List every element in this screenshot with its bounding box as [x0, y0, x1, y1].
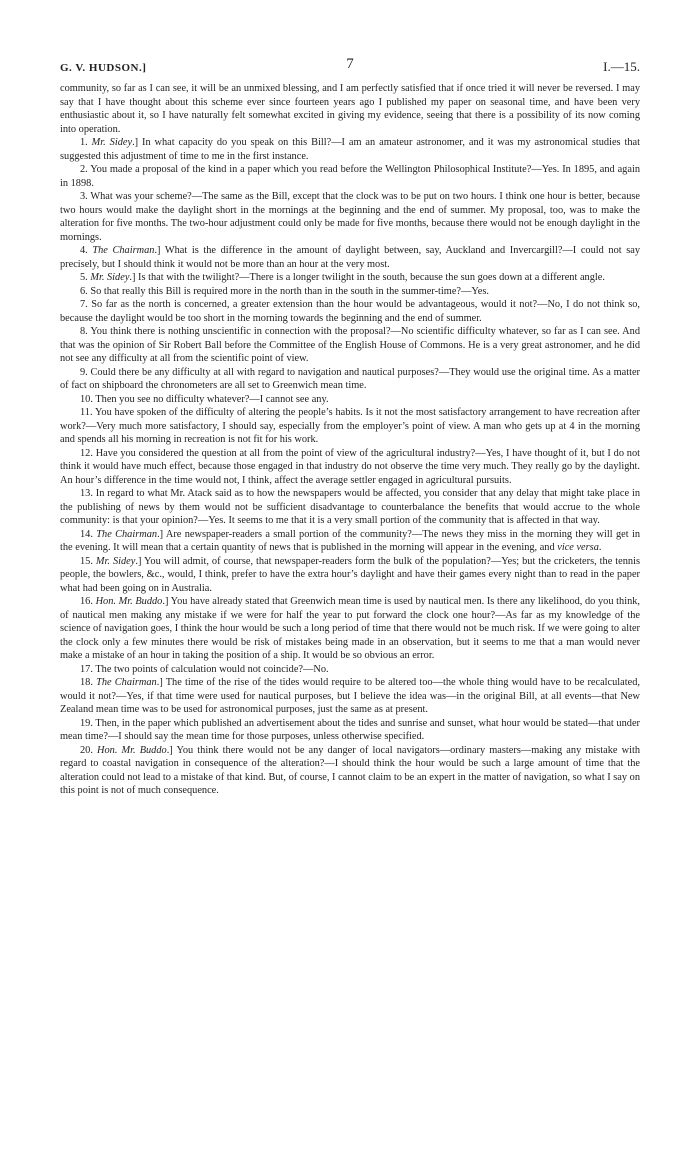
- page-number: 7: [346, 56, 354, 72]
- paragraph: [60, 393, 640, 407]
- paragraph-text: .] In what capacity do you speak on this Bill?—I am an amateur astronomer, and it was my astronomical studies that suggested this adjustment of time to me in the first instance.: [60, 137, 640, 162]
- header-witness-name: G. V. HUDSON.]: [60, 62, 147, 74]
- paragraph-text: 11. You have spoken of the difficulty of altering the people’s habits. Is it not the most satisfactory arrangement to have recreation after work?—Very much more satisfactory, I should say, especially from the employer’s point of view. A man who gets up at 4 in the morning and spends all his morning in recreation is not fit for his work.: [60, 407, 640, 445]
- paragraph-text: 4.: [80, 245, 93, 256]
- paragraph: [60, 163, 640, 190]
- paragraph-text: 2. You made a proposal of the kind in a paper which you read before the Wellington Philosophical Institute?—Yes. In 1895, and again in 1898.: [60, 164, 640, 189]
- paragraph: [60, 190, 640, 244]
- paragraph: [60, 136, 640, 163]
- speaker-name: Mr. Sidey: [90, 272, 130, 283]
- paragraph: [60, 676, 640, 717]
- paragraph-text: 9. Could there be any difficulty at all with regard to navigation and nautical purposes?—They would use the original time. As a matter of fact on shipboard the chronometers are all set to Greenwich mean time.: [60, 366, 640, 391]
- paragraph: [60, 717, 640, 744]
- paragraph-text: 19. Then, in the paper which published an advertisement about the tides and sunrise and sunset, what hour would be stated—that under mean time?—I should say the mean time for those purposes, unless otherwise specified.: [60, 717, 640, 742]
- paper-reference: I.—15.: [603, 59, 640, 74]
- paragraph-text: .] Is that with the twilight?—There is a longer twilight in the south, because the sun goes down at a different angle.: [129, 272, 605, 283]
- paragraph-text: 12. Have you considered the question at all from the point of view of the agricultural industry?—Yes, I have thought of it, but I do not think it would have much effect, because those engaged in that industry do not observe the time very much. They really go by the daylight. An hour’s difference in the time would not, I think, affect the average settler engaged in agricultural pursuits.: [60, 447, 640, 486]
- paragraph-text: .] You have already stated that Greenwich mean time is used by nautical men. Is there any likelihood, do you think, of nautical men making any mistake if we were for half the year to put forward the clock one hour?—As far as my knowledge of the science of navigation goes, I think the hour would be such a long period of time that there would not be much risk. If we were going to alter the clock only a few minutes there would be risk of mistakes being made in an observation, but it seems to me that a man would never make a mistake of an hour in taking the position of a ship. It would be so obvious an error.: [60, 596, 641, 661]
- speaker-name: The Chairman: [92, 245, 155, 256]
- paragraph-text: .] The time of the rise of the tides would require to be altered too—the whole thing would have to be recalculated, would it not?—Yes, if that time were used for nautical purposes, but I believe the idea was—in the original Bill, at all events—that New Zealand mean time was to be used for astronomical purposes, just the same as at present.: [60, 677, 640, 715]
- paragraph-text: 20.: [80, 744, 98, 756]
- paragraph: [60, 285, 640, 299]
- paragraph-text: 5.: [80, 272, 91, 283]
- paragraph: [60, 487, 640, 528]
- paragraph-text: 10. Then you see no difficulty whatever?—I cannot see any.: [80, 393, 329, 405]
- speaker-name: The Chairman: [96, 528, 158, 540]
- paragraph-text: .] What is the difference in the amount of daylight between, say, Auckland and Invercargill?—I could not say precisely, but I should think it would not be more than an hour at the very most.: [60, 245, 641, 270]
- paragraph-text: 15.: [80, 555, 96, 567]
- paragraph: [60, 82, 640, 136]
- paragraph-text: 1.: [80, 137, 92, 148]
- document-page: [60, 58, 640, 798]
- page-header: [60, 58, 640, 82]
- paragraph-text: 14.: [80, 528, 97, 540]
- paragraph-text: 8. You think there is nothing unscientific in connection with the proposal?—No scientific difficulty whatever, so far as I can see. And that was the opinion of Sir Robert Ball before the Committee of the English House of Commons. He is a very great astronomer, and he did not see any difficulty at all from the scientific point of view.: [60, 326, 640, 364]
- paragraph: [60, 271, 640, 285]
- paragraph-text: 13. In regard to what Mr. Atack said as to how the newspapers would be affected, you consider that any delay that might take place in the publishing of news by them would not be sufficient disadvantage to counterbalance the benefits that would accrue to the whole community: is that your opinion?—Yes. It seems to me that it is a very small portion of the community that is affected in that way.: [60, 488, 640, 526]
- paragraph-text: 6. So that really this Bill is required more in the north than in the south in the summer-time?—Yes.: [80, 285, 489, 297]
- paragraph: [60, 528, 640, 555]
- paragraph: [60, 298, 640, 325]
- speaker-name: Mr. Sidey: [91, 137, 133, 148]
- speaker-name: Mr. Sidey: [95, 555, 136, 567]
- speaker-name: The Chairman: [96, 677, 157, 688]
- paragraph-text: .: [598, 542, 602, 553]
- paragraph: [60, 663, 640, 677]
- paragraph-text: 7. So far as the north is concerned, a greater extension than the hour would be advantageous, would it not?—No, I do not think so, because the daylight would be too short in the morning towards the beginning and the end of summer.: [60, 299, 640, 324]
- paragraph-text: 17. The two points of calculation would not coincide?—No.: [80, 663, 329, 675]
- speaker-name: vice versa: [557, 542, 599, 553]
- paragraph-text: 3. What was your scheme?—The same as the Bill, except that the clock was to be put on two hours. I think one hour is better, because two hours would make the daylight short in the mornings at the beginning and the end of summer. My proposal, too, was to make the alteration for five months. The two-hour adjustment could only be made for five months, because there would not be enough daylight in the mornings.: [60, 191, 640, 243]
- paragraph: [60, 366, 640, 393]
- speaker-name: Hon. Mr. Buddo: [97, 744, 167, 756]
- paragraph: [60, 447, 640, 488]
- paragraph-text: .] You think there would not be any danger of local navigators—ordinary masters—making any mistake with regard to coastal navigation in consequence of the alteration?—I should think the hour would be such a large amount of time that the alteration could not lead to a mistake of that kind. But, of course, I cannot claim to be an expert in the matter of navigation, so what I say on this point is not of much consequence.: [60, 744, 640, 796]
- paragraph-text: .] Are newspaper-readers a small portion of the community?—The news they miss in the morning they will get in the evening. It will mean that a certain quantity of news that is published in the morning will appear in the evening, and: [60, 528, 640, 553]
- document-body: [60, 82, 640, 798]
- paragraph-text: 18.: [80, 677, 97, 688]
- paragraph-text: 16.: [80, 596, 96, 607]
- paragraph: [60, 595, 640, 663]
- paragraph-text: .] You will admit, of course, that newspaper-readers form the bulk of the population?—Yes; but the cricketers, the tennis people, the bowlers, &c., would, I think, prefer to have the extra hour’s daylight and have their games every night than to read in the paper what had been going on in Australia.: [60, 555, 640, 594]
- paragraph: [60, 744, 640, 798]
- paragraph: [60, 325, 640, 366]
- speaker-name: Hon. Mr. Buddo: [95, 596, 163, 607]
- paragraph: [60, 244, 640, 271]
- paragraph-text: community, so far as I can see, it will be an unmixed blessing, and I am perfectly satisfied that if once tried it will never be reversed. I may say that I have thought about this scheme ever since fourteen years ago I published my paper on seasonal time, and have been very enthusiastic about it, so I have naturally felt somewhat excited in giving my evidence, seeing that there is a possibility of its now coming into operation.: [60, 83, 640, 135]
- paragraph: [60, 406, 640, 447]
- paragraph: [60, 555, 640, 596]
